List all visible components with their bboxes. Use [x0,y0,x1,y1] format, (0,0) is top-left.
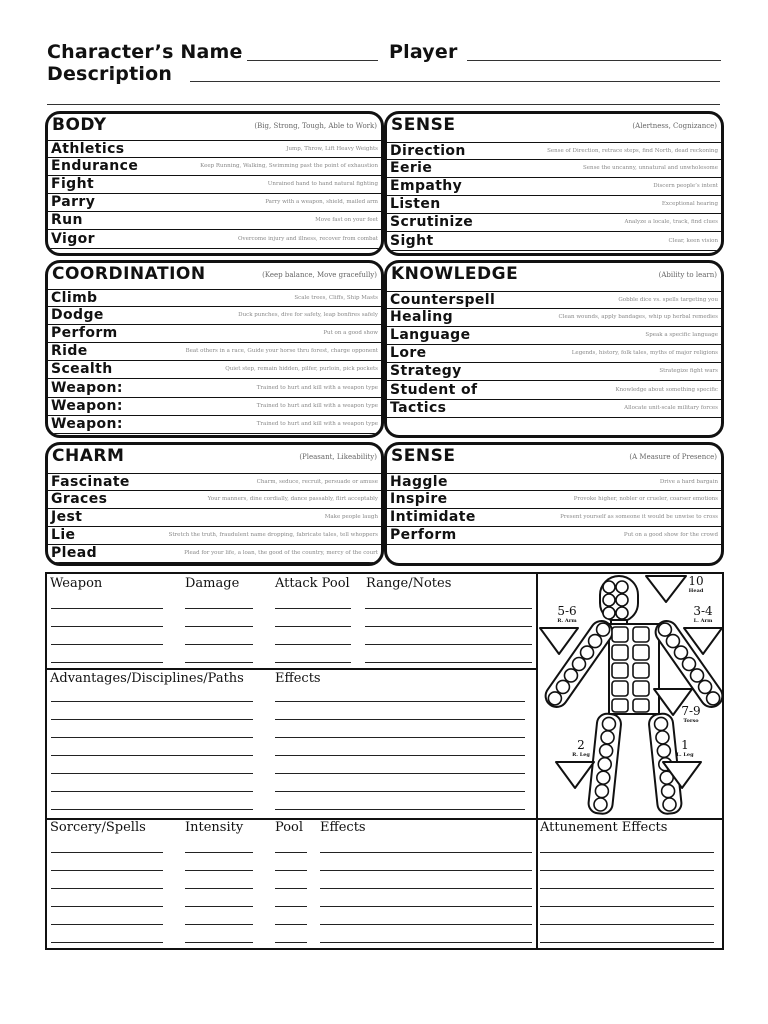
skill-description: Provoke higher, nobler or crueler, coarser emotions [573,496,718,503]
spell-entry-line[interactable] [275,852,307,853]
skill-name: Weapon: [51,397,123,414]
sense-subtitle: (Alertness, Cognizance) [632,122,717,130]
skill-name: Weapon: [51,415,123,432]
attunement-entry-line[interactable] [540,924,714,925]
spell-entry-line[interactable] [185,942,253,943]
spell-entry-line[interactable] [320,942,532,943]
coordination-subtitle: (Keep balance, Move gracefully) [262,271,377,279]
head-hit-label: 10 Head [688,574,704,594]
skill-description: Plead for your life, a loan, the good of the country, mercy of the court [184,550,378,557]
skill-row-coordination[interactable] [48,380,381,398]
skill-row-charm[interactable] [48,491,381,509]
skill-name: Listen [390,196,441,213]
description-field[interactable] [190,81,720,82]
advantage-entry-line[interactable] [51,701,253,702]
coordination-box [45,260,384,438]
skill-description: Strategize fight wars [659,368,718,375]
skill-name: Scrutinize [390,214,474,231]
skill-description: Make people laugh [324,514,378,521]
skill-description: Sense the uncanny, unnatural and unwholesome [583,165,718,172]
skill-name: Sight [390,232,434,249]
weapon-entry-line[interactable] [365,662,532,663]
spell-entry-line[interactable] [185,888,253,889]
weapon-entry-line[interactable] [51,644,163,645]
skill-name: Scealth [51,361,113,378]
skill-row-knowledge[interactable] [387,291,721,309]
skill-name: Counterspell [390,292,496,308]
skill-name: Inspire [390,491,448,508]
skill-description: Legends, history, folk tales, myths of major religions [571,350,718,357]
skill-name: Vigor [51,230,95,247]
skill-name: Athletics [51,141,125,157]
advantage-entry-line[interactable] [275,809,525,810]
skill-description: Analyze a locale, track, find clues [624,219,718,226]
attunement-entry-line[interactable] [540,942,714,943]
skill-row-body[interactable] [48,212,381,230]
skill-description: Jump, Throw, Lift Heavy Weights [286,146,378,152]
weapon-entry-line[interactable] [275,662,351,663]
body-box [45,111,384,256]
skill-description: Trained to hurt and kill with a weapon type [256,420,378,427]
skill-name: Fascinate [51,474,130,490]
presence-box [384,442,724,566]
skill-description: Stretch the truth, fraudulent name dropping, fabricate tales, tell whoppers [168,532,378,539]
advantage-entry-line[interactable] [51,809,253,810]
advantage-entry-line[interactable] [51,719,253,720]
player-field[interactable] [467,60,721,61]
spell-entry-line[interactable] [185,870,253,871]
sense-title: SENSE [391,115,456,135]
spell-entry-line[interactable] [185,924,253,925]
r-leg-hit-label: 2 R. Leg [572,738,590,758]
advantage-entry-line[interactable] [275,737,525,738]
skill-name: Direction [390,143,466,159]
spell-entry-line[interactable] [275,870,307,871]
skill-row-coordination[interactable] [48,361,381,379]
skill-row-sense[interactable] [387,233,721,251]
weapon-header: Weapon [50,576,103,591]
skill-description: Present yourself as someone it would be unwise to cross [560,514,718,521]
weapon-entry-line[interactable] [275,626,351,627]
skill-description: Drive a hard bargain [659,479,718,485]
spell-entry-line[interactable] [275,942,307,943]
skill-row-charm[interactable] [48,473,381,491]
skill-description: Unrained hand to hand natural fighting [267,181,378,188]
advantage-entry-line[interactable] [275,719,525,720]
attunement-header: Attunement Effects [540,820,668,835]
weapon-entry-line[interactable] [51,626,163,627]
spell-entry-line[interactable] [320,924,532,925]
skill-row-knowledge[interactable] [387,400,721,418]
skill-description: Clear, keen vision [668,237,718,244]
skill-name: Lie [51,527,76,544]
attunement-divider [536,818,538,950]
skill-row-body[interactable] [48,176,381,194]
knowledge-subtitle: (Ability to learn) [658,271,717,279]
skill-name: Intimidate [390,509,476,526]
skill-description: Allocate unit-scale military forces [624,404,718,411]
skill-description: Duck punches, dive for safety, leap bonfires safely [238,312,378,319]
advantage-entry-line[interactable] [275,773,525,774]
skill-name: Endurance [51,158,139,175]
skill-description: Put on a good show for the crowd [623,532,718,539]
skill-description: Quiet step, remain hidden, pilfer, purloin, pick pockets [225,366,378,373]
spell-entry-line[interactable] [275,888,307,889]
knowledge-title: KNOWLEDGE [391,264,519,284]
skill-description: Trained to hurt and kill with a weapon type [256,402,378,409]
skill-name: Perform [51,325,118,342]
right-leg-triangle [556,762,594,788]
spell-entry-line[interactable] [320,870,532,871]
advantages-effects-header: Effects [275,671,321,686]
skill-row-coordination[interactable] [48,416,381,434]
pool-header: Pool [275,820,304,835]
skill-row-presence[interactable] [387,473,721,491]
skill-name: Dodge [51,307,104,324]
skill-name: Healing [390,309,454,326]
description-field-line-2[interactable] [47,104,720,105]
advantages-header: Advantages/Disciplines/Paths [50,671,244,686]
coordination-title: COORDINATION [52,264,206,284]
spell-entry-line[interactable] [275,906,307,907]
skill-row-charm[interactable] [48,509,381,527]
spell-entry-line[interactable] [185,906,253,907]
sense-box [384,111,724,256]
skill-description: Trained to hurt and kill with a weapon type [256,384,378,391]
head-triangle [646,576,686,602]
skill-description: Keep Running, Walking, Swimming past the point of exhaustion [200,163,378,170]
range-notes-header: Range/Notes [366,576,452,591]
player-label: Player [389,41,458,63]
skill-row-sense[interactable] [387,214,721,232]
skill-description: Exceptional hearing [661,201,718,208]
intensity-header: Intensity [185,820,244,835]
weapon-entry-line[interactable] [185,608,253,609]
spell-entry-line[interactable] [275,924,307,925]
skill-name: Haggle [390,474,448,490]
skill-name: Language [390,327,471,344]
skill-row-coordination[interactable] [48,325,381,343]
weapon-entry-line[interactable] [275,608,351,609]
description-label: Description [47,63,173,85]
charm-subtitle: (Pleasant, Likeability) [299,453,377,461]
spell-entry-line[interactable] [320,888,532,889]
skill-description: Sense of Direction, retrace steps, find North, dead reckoning [547,148,718,154]
spell-entry-line[interactable] [51,870,163,871]
attunement-entry-line[interactable] [540,852,714,853]
skill-row-charm[interactable] [48,527,381,545]
skill-description: Discern people’s intent [653,183,718,190]
skill-name: Weapon: [51,379,123,396]
charm-title: CHARM [52,446,125,466]
skill-description: Parry with a weapon, shield, mailed arm [265,199,378,206]
skill-row-knowledge[interactable] [387,309,721,327]
skill-row-sense[interactable] [387,196,721,214]
skill-name: Plead [51,545,98,562]
presence-subtitle: (A Measure of Presence) [629,453,717,461]
skill-description: Gobble dice vs. spells targeting you [618,297,718,303]
advantage-entry-line[interactable] [51,773,253,774]
spell-entry-line[interactable] [185,852,253,853]
skill-description: Charm, seduce, recruit, persuade or amuse [256,479,378,485]
skill-description: Overcome injury and illness, recover from combat [237,235,378,242]
skill-row-body[interactable] [48,231,381,249]
weapon-entry-line[interactable] [51,608,163,609]
skill-name: Run [51,212,83,229]
skill-row-body[interactable] [48,158,381,176]
skill-row-presence[interactable] [387,491,721,509]
skill-name: Parry [51,194,96,211]
skill-description: Move fast on your feet [315,217,378,224]
skill-name: Strategy [390,363,462,380]
advantage-entry-line[interactable] [51,791,253,792]
skill-row-sense[interactable] [387,178,721,196]
skill-name: Student of [390,381,478,398]
weapon-entry-line[interactable] [365,626,532,627]
spell-entry-line[interactable] [320,906,532,907]
attack-pool-header: Attack Pool [275,576,350,591]
lower-panel [45,572,724,950]
body-subtitle: (Big, Strong, Tough, Able to Work) [254,122,377,130]
skill-row-presence[interactable] [387,527,721,545]
skill-row-knowledge[interactable] [387,363,721,381]
sorcery-effects-header: Effects [320,820,366,835]
advantage-entry-line[interactable] [51,737,253,738]
weapon-entry-line[interactable] [365,644,532,645]
spell-entry-line[interactable] [51,942,163,943]
presence-title: SENSE [391,446,456,466]
skill-description: Knowledge about something specific [615,386,718,393]
damage-header: Damage [185,576,240,591]
spell-entry-line[interactable] [51,906,163,907]
right-arm-triangle [540,628,578,654]
weapon-entry-line[interactable] [185,644,253,645]
l-leg-hit-label: 1 L. Leg [676,738,694,758]
character-name-label: Character’s Name [47,41,243,63]
attunement-entry-line[interactable] [540,906,714,907]
skill-name: Fight [51,176,95,193]
spell-entry-line[interactable] [51,924,163,925]
weapon-entry-line[interactable] [185,626,253,627]
weapon-entry-line[interactable] [185,662,253,663]
skill-name: Graces [51,491,108,508]
skill-description: Speak a specific language [645,332,718,339]
weapons-divider [47,668,537,670]
skill-row-coordination[interactable] [48,398,381,416]
skill-row-coordination[interactable] [48,343,381,361]
advantage-entry-line[interactable] [275,755,525,756]
attunement-entry-line[interactable] [540,888,714,889]
skill-row-body[interactable] [48,194,381,212]
weapon-entry-line[interactable] [365,608,532,609]
torso-hit-label: 7-9 Torso [681,704,701,724]
spell-entry-line[interactable] [51,888,163,889]
skill-row-body[interactable] [48,140,381,158]
skill-name: Empathy [390,178,463,195]
spell-entry-line[interactable] [51,852,163,853]
character-name-field[interactable] [247,60,378,61]
skill-row-knowledge[interactable] [387,345,721,363]
skill-row-coordination[interactable] [48,289,381,307]
skill-description: Beat others in a race, Guide your horse thru forest, charge opponent [185,348,378,355]
skill-name: Tactics [390,399,447,416]
skill-row-charm[interactable] [48,545,381,563]
advantage-entry-line[interactable] [275,791,525,792]
skill-name: Jest [51,509,83,526]
advantage-entry-line[interactable] [275,701,525,702]
charm-box [45,442,384,566]
skill-row-sense[interactable] [387,142,721,160]
body-title: BODY [52,115,107,135]
skill-row-sense[interactable] [387,160,721,178]
skill-description: Scale trees, Cliffs, Ship Masts [294,295,378,301]
weapon-entry-line[interactable] [275,644,351,645]
skill-name: Lore [390,345,427,362]
knowledge-box [384,260,724,438]
skill-description: Your manners, dine cordially, dance passably, flirt acceptably [207,496,378,503]
skill-row-knowledge[interactable] [387,382,721,400]
attunement-entry-line[interactable] [540,870,714,871]
spell-entry-line[interactable] [320,852,532,853]
r-arm-hit-label: 5-6 R. Arm [557,604,577,624]
skill-name: Climb [51,290,98,306]
weapon-entry-line[interactable] [51,662,163,663]
skill-row-knowledge[interactable] [387,327,721,345]
skill-description: Clean wounds, apply bandages, whip up herbal remedies [558,314,718,321]
l-arm-hit-label: 3-4 L. Arm [693,604,713,624]
sorcery-header: Sorcery/Spells [50,820,146,835]
skill-row-presence[interactable] [387,509,721,527]
skill-name: Eerie [390,160,433,177]
advantage-entry-line[interactable] [51,755,253,756]
skill-name: Perform [390,527,457,544]
skill-row-coordination[interactable] [48,307,381,325]
skill-name: Ride [51,343,88,360]
skill-description: Put on a good show [323,330,378,337]
